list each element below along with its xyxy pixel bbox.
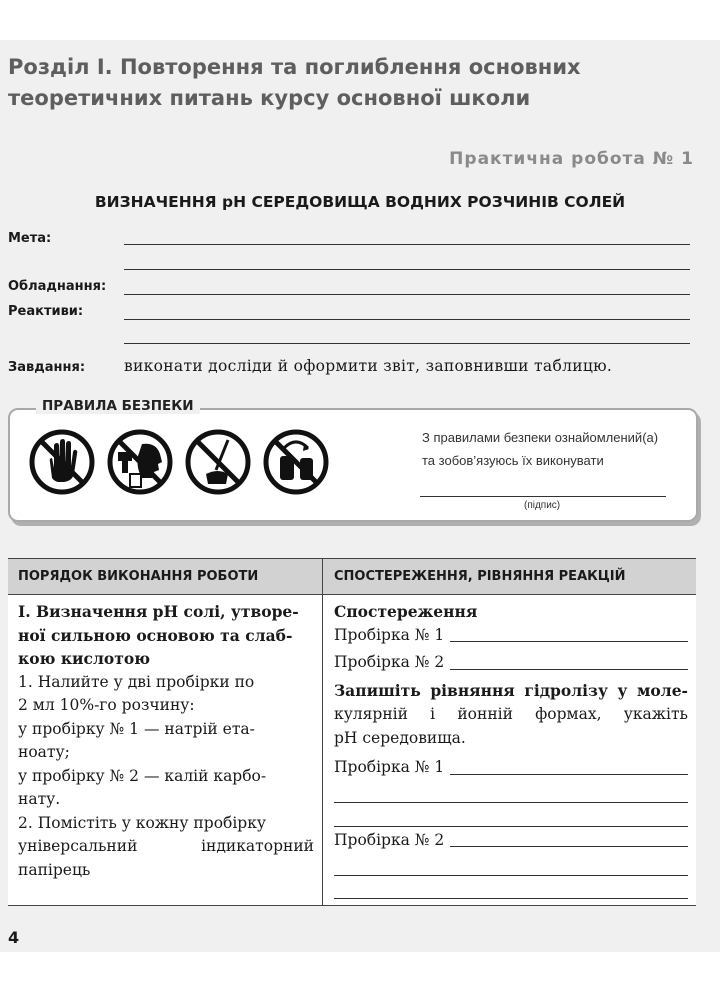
procedure-heading-line-2: ної сильною основою та слаб- [18, 625, 293, 645]
observations-column [334, 600, 688, 899]
no-heating-icon [184, 428, 252, 496]
goal-label: Мета: [8, 231, 52, 246]
section-title-line-1: Розділ І. Повторення та поглиблення основних [8, 55, 581, 79]
procedure-line: папірець [18, 860, 91, 879]
observations-heading: Спостереження [334, 602, 478, 621]
task-text: виконати досліди й оформити звіт, заповнивши таблицю. [124, 357, 613, 375]
reagents-label: Реактиви: [8, 304, 84, 319]
procedure-column [18, 600, 314, 882]
header-observations: СПОСТЕРЕЖЕННЯ, РІВНЯННЯ РЕАКЦІЙ [334, 569, 626, 584]
tube-1-observation-field[interactable] [450, 641, 688, 642]
ack-line-1: З правилами безпеки ознайомлений(а) [422, 430, 659, 445]
tube-2-label: Пробірка № 2 [334, 653, 445, 671]
hydrolysis-instruction-line-1 [334, 679, 688, 704]
safety-rules-title: ПРАВИЛА БЕЗПЕКИ [36, 398, 200, 414]
tube-2-observation-field[interactable] [450, 669, 688, 670]
procedure-line: 2 мл 10%-го розчину: [18, 696, 195, 714]
reagents-line-2[interactable] [124, 343, 690, 344]
tube-2-observation-row [334, 651, 688, 675]
ack-line-2: та зобов’язуюсь їх виконувати [422, 453, 604, 468]
work-table [8, 558, 696, 906]
signature-caption: (підпис) [524, 500, 561, 511]
section-title-line-2: теоретичних питань курсу основної школи [8, 86, 531, 110]
procedure-heading-line-3: кою кислотою [18, 649, 151, 668]
procedure-line: нату. [18, 790, 61, 808]
practical-work-title: ВИЗНАЧЕННЯ pH СЕРЕДОВИЩА ВОДНИХ РОЗЧИНІВ СОЛЕЙ [94, 193, 626, 211]
tube-1-equation-field[interactable] [450, 774, 688, 775]
practical-work-number: Практична робота № 1 [449, 149, 694, 169]
equipment-line[interactable] [124, 294, 690, 295]
signature-line[interactable] [420, 496, 666, 497]
tube-1-equation-line-2[interactable] [334, 780, 688, 804]
tube-2-equation-line-2[interactable] [334, 852, 688, 876]
no-tasting-icon [106, 428, 174, 496]
no-touching-icon [28, 428, 96, 496]
section-title [8, 52, 708, 114]
goal-line-2[interactable] [124, 269, 690, 270]
hydrolysis-instruction-line-3: pH середовища. [334, 728, 466, 747]
tube-1-observation-row [334, 624, 688, 648]
header-procedure: ПОРЯДОК ВИКОНАННЯ РОБОТИ [18, 569, 259, 584]
goal-line-1[interactable] [124, 244, 690, 245]
hydrolysis-instruction-line-2: кулярній і йонній формах, укажіть [334, 705, 688, 723]
tube-1-label: Пробірка № 1 [334, 625, 445, 644]
top-margin [0, 0, 720, 40]
table-header [8, 558, 696, 595]
safety-acknowledgement [422, 426, 658, 472]
tube-1-equation-line-3[interactable] [334, 803, 688, 827]
task-label: Завдання: [8, 360, 86, 375]
tube-2-equation-line-3[interactable] [334, 876, 688, 900]
hydrolysis-instruction-text: Запишіть рівняння гідролізу у моле- [334, 680, 688, 700]
procedure-line: у пробірку № 2 — калій карбо- [18, 766, 267, 785]
procedure-heading-line-1: І. Визначення pH солі, утворе- [18, 602, 299, 621]
tube-2-equation-row [334, 829, 688, 853]
procedure-line: у пробірку № 1 — натрій ета- [18, 719, 255, 738]
column-divider [322, 558, 323, 905]
tube-2-equation-field[interactable] [450, 846, 688, 847]
page-number: 4 [8, 928, 20, 947]
equipment-label: Обладнання: [8, 279, 107, 294]
procedure-line: 1. Налийте у дві пробірки по [18, 672, 255, 691]
tube-1-equation-row [334, 756, 688, 780]
procedure-line: 2. Помістіть у кожну пробірку [18, 813, 267, 832]
reagents-line-1[interactable] [124, 319, 690, 320]
procedure-line: ноату; [18, 743, 70, 761]
procedure-line: універсальний індикаторний [18, 837, 314, 855]
tube-2-equation-label: Пробірка № 2 [334, 830, 445, 849]
no-mixing-icon [262, 428, 330, 496]
tube-1-equation-label: Пробірка № 1 [334, 758, 445, 776]
